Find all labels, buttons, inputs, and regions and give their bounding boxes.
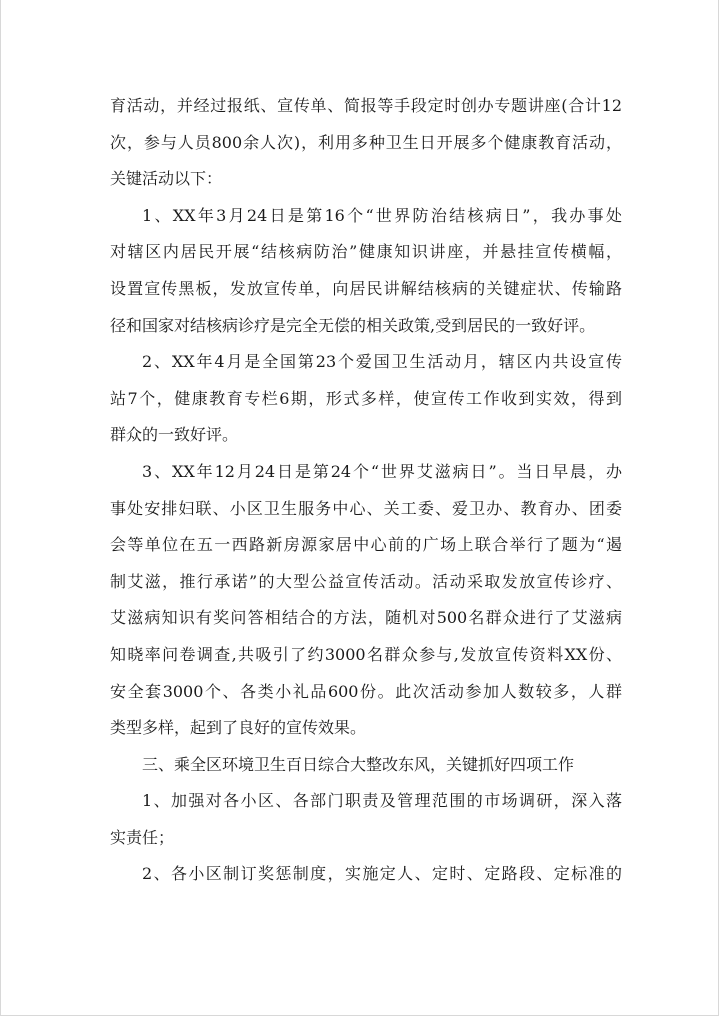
text-line: 知晓率问卷调查,共吸引了约3000名群众参与,发放宣传资料XX份、: [110, 644, 622, 664]
text-line: 群众的一致好评。: [110, 425, 239, 445]
text-line: 1、加强对各小区、各部门职责及管理范围的市场调研，深入落: [142, 791, 622, 811]
document-body: [110, 88, 622, 893]
text-line: 1、XX年3月24日是第16个“世界防治结核病日”，我办事处: [142, 205, 622, 225]
text-line: 育活动，并经过报纸、宣传单、简报等手段定时创办专题讲座(合计12: [110, 96, 622, 115]
text-line: 类型多样，起到了良好的宣传效果。: [110, 718, 367, 738]
text-line: 安全套3000个、各类小礼品600份。此次活动参加人数较多，人群: [110, 681, 622, 701]
text-line: 设置宣传黑板，发放宣传单，向居民讲解结核病的关键症状、传输路: [110, 278, 622, 298]
text-line: 实责任；: [110, 827, 175, 847]
text-line: 制艾滋，推行承诺”的大型公益宣传活动。活动采取发放宣传诊疗、: [110, 571, 622, 591]
text-line: 站7个，健康教育专栏6期，形式多样，使宣传工作收到实效，得到: [110, 388, 622, 408]
text-line: 艾滋病知识有奖问答相结合的方法，随机对500名群众进行了艾滋病: [110, 608, 622, 628]
text-line: 事处安排妇联、小区卫生服务中心、关工委、爱卫办、教育办、团委: [110, 498, 622, 518]
text-line: 2、各小区制订奖惩制度，实施定人、定时、定路段、定标准的: [142, 864, 622, 884]
text-line: 3、XX年12月24日是第24个“世界艾滋病日”。当日早晨，办: [142, 461, 622, 481]
text-line: 对辖区内居民开展“结核病防治”健康知识讲座，并悬挂宣传横幅，: [110, 242, 622, 262]
text-line: 会等单位在五一西路新房源家居中心前的广场上联合举行了题为“遏: [110, 535, 622, 555]
text-line: 关键活动以下：: [110, 169, 223, 189]
text-line: 三、乘全区环境卫生百日综合大整改东风，关键抓好四项工作: [142, 754, 575, 774]
text-line: 2、XX年4月是全国第23个爱国卫生活动月，辖区内共设宣传: [142, 352, 622, 372]
text-line: 径和国家对结核病诊疗是完全无偿的相关政策,受到居民的一致好评。: [110, 315, 596, 335]
text-line: 次，参与人员800余人次)，利用多种卫生日开展多个健康教育活动，: [110, 132, 622, 152]
